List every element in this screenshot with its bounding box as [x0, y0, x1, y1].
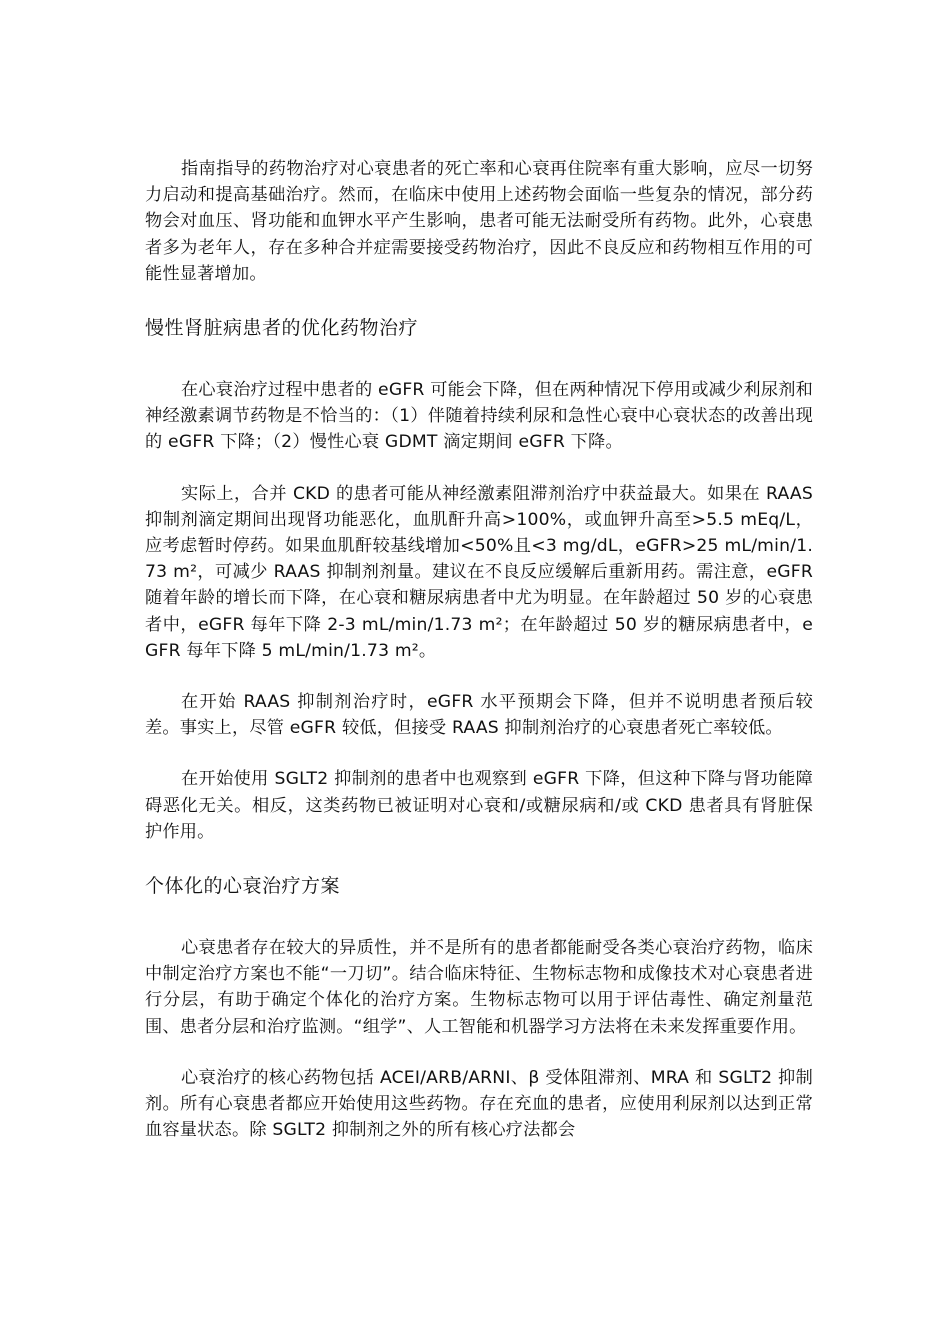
ckd-paragraph-4: 在开始使用 SGLT2 抑制剂的患者中也观察到 eGFR 下降，但这种下降与肾功能障碍恶化无关。相反，这类药物已被证明对心衰和/或糖尿病和/或 CKD 患者具有肾脏保护作用。: [145, 769, 813, 842]
ckd-paragraph-3: 在开始 RAAS 抑制剂治疗时，eGFR 水平预期会下降，但并不说明患者预后较差。事实上，尽管 eGFR 较低，但接受 RAAS 抑制剂治疗的心衰患者死亡率较低。: [145, 692, 813, 739]
section-heading-individualized: 个体化的心衰治疗方案: [145, 875, 341, 898]
individualized-paragraph-1: 心衰患者存在较大的异质性，并不是所有的患者都能耐受各类心衰治疗药物，临床中制定治疗方案也不能“一刀切”。结合临床特征、生物标志物和成像技术对心衰患者进行分层，有助于确定个体化的治疗方案。生物标志物可以用于评估毒性、确定剂量范围、患者分层和治疗监测。“组学”、人工智能和机器学习方法将在未来发挥重要作用。: [145, 938, 813, 1037]
individualized-paragraph-2: 心衰治疗的核心药物包括 ACEI/ARB/ARNI、β 受体阻滞剂、MRA 和 SGLT2 抑制剂。所有心衰患者都应开始使用这些药物。存在充血的患者，应使用利尿剂以达到正常血容量状态。除 SGLT2 抑制剂之外的所有核心疗法都会: [145, 1067, 813, 1141]
section-heading-ckd: 慢性肾脏病患者的优化药物治疗: [145, 317, 419, 340]
ckd-paragraph-2: 实际上，合并 CKD 的患者可能从神经激素阻滞剂治疗中获益最大。如果在 RAAS 抑制剂滴定期间出现肾功能恶化，血肌酐升高>100%，或血钾升高至>5.5 mEq/L，应考虑暂时停药。如果血肌酐较基线增加<50%且<3 mg/dL，eGFR>25 mL/min/1.73 m²，可减少 RAAS 抑制剂剂量。建议在不良反应缓解后重新用药。需注意，eGFR 随着年龄的增长而下降，在心衰和糖尿病患者中尤为明显。在年龄超过 50 岁的心衰患者中，eGFR 每年下降 2-3 mL/min/1.73 m²；在年龄超过 50 岁的糖尿病患者中，eGFR 每年下降 5 mL/min/1.73 m²。: [145, 483, 813, 661]
ckd-paragraph-1: 在心衰治疗过程中患者的 eGFR 可能会下降，但在两种情况下停用或减少利尿剂和神经激素调节药物是不恰当的：（1）伴随着持续利尿和急性心衰中心衰状态的改善出现的 eGFR 下降；（2）慢性心衰 GDMT 滴定期间 eGFR 下降。: [145, 380, 813, 453]
intro-paragraph: 指南指导的药物治疗对心衰患者的死亡率和心衰再住院率有重大影响，应尽一切努力启动和提高基础治疗。然而，在临床中使用上述药物会面临一些复杂的情况，部分药物会对血压、肾功能和血钾水平产生影响，患者可能无法耐受所有药物。此外，心衰患者多为老年人，存在多种合并症需要接受药物治疗，因此不良反应和药物相互作用的可能性显著增加。: [145, 159, 813, 284]
document-page: [145, 156, 813, 1143]
